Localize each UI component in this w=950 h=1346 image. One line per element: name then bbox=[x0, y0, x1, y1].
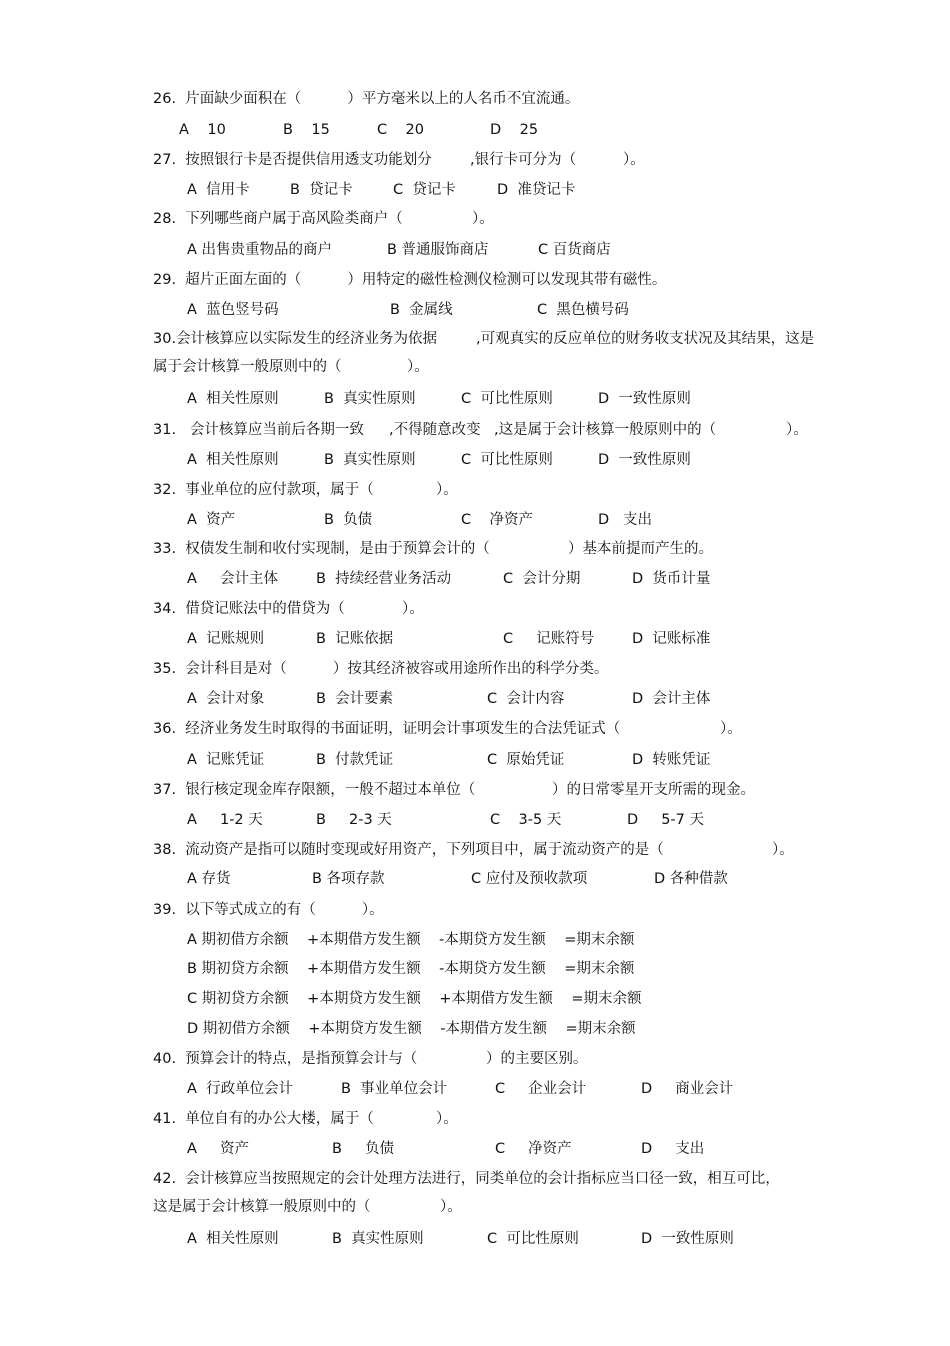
line-text: A 蓝色竖号码 bbox=[187, 302, 279, 318]
line-text: 35. 会计科目是对（ ）按其经济被容或用途所作出的科学分类。 bbox=[153, 661, 609, 677]
line-segment: C 贷记卡 bbox=[393, 182, 456, 198]
line-segment: B 事业单位会计 bbox=[341, 1081, 448, 1097]
text-line bbox=[0, 1078, 950, 1100]
line-text: 34. 借贷记账法中的借贷为（ bbox=[153, 601, 345, 617]
text-line bbox=[0, 688, 950, 710]
line-segment: C 3-5 天 bbox=[490, 812, 562, 828]
line-segment: D 货币计量 bbox=[632, 571, 711, 587]
line-text: B 期初贷方余额 +本期借方发生额 -本期贷方发生额 =期末余额 bbox=[187, 961, 635, 977]
line-text: 32. 事业单位的应付款项，属于（ bbox=[153, 482, 374, 498]
line-text: 31. 会计核算应当前后各期一致 bbox=[153, 422, 364, 438]
line-segment: D 支出 bbox=[598, 512, 652, 528]
text-line bbox=[0, 598, 950, 620]
line-segment: ）的主要区别。 bbox=[486, 1051, 588, 1067]
line-segment: B 会计要素 bbox=[316, 691, 394, 707]
text-line bbox=[0, 538, 950, 560]
text-line bbox=[0, 1018, 950, 1040]
line-segment: C 百货商店 bbox=[538, 242, 611, 258]
text-line bbox=[0, 119, 950, 141]
line-segment: ,银行卡可分为（ bbox=[470, 152, 577, 168]
text-line bbox=[0, 779, 950, 801]
line-segment: C 可比性原则 bbox=[487, 1231, 579, 1247]
line-segment: ）。 bbox=[436, 1111, 458, 1127]
line-text: 42. 会计核算应当按照规定的会计处理方法进行，同类单位的会计指标应当口径一致，相互可比， bbox=[153, 1171, 780, 1187]
line-segment: D 25 bbox=[490, 122, 539, 138]
line-text: C 期初贷方余额 +本期贷方发生额 +本期借方发生额 =期末余额 bbox=[187, 991, 642, 1007]
line-segment: C 可比性原则 bbox=[461, 452, 553, 468]
line-text: 38. 流动资产是指可以随时变现或好用资产，下列项目中，属于流动资产的是（ bbox=[153, 842, 664, 858]
line-text: A 相关性原则 bbox=[187, 1231, 279, 1247]
line-segment: B 普通服饰商店 bbox=[387, 242, 489, 258]
text-line bbox=[0, 839, 950, 861]
text-line bbox=[0, 449, 950, 471]
text-line bbox=[0, 149, 950, 171]
line-text: A 记账凭证 bbox=[187, 752, 265, 768]
text-line bbox=[0, 929, 950, 951]
line-segment: C 企业会计 bbox=[495, 1081, 587, 1097]
text-line bbox=[0, 1108, 950, 1130]
line-text: 属于会计核算一般原则中的（ bbox=[153, 359, 342, 375]
line-text: 29. 超片正面左面的（ ）用特定的磁性检测仪检测可以发现其带有磁性。 bbox=[153, 272, 667, 288]
line-text: 39. 以下等式成立的有（ ）。 bbox=[153, 902, 384, 918]
line-segment: D 支出 bbox=[641, 1141, 705, 1157]
line-segment: B 金属线 bbox=[390, 302, 453, 318]
line-segment: ）。 bbox=[772, 842, 794, 858]
text-line bbox=[0, 179, 950, 201]
line-text: A 10 bbox=[179, 122, 226, 138]
text-line bbox=[0, 479, 950, 501]
line-text: 这是属于会计核算一般原则中的（ bbox=[153, 1199, 371, 1215]
line-text: A 出售贵重物品的商户 bbox=[187, 242, 333, 258]
line-segment: B 贷记卡 bbox=[290, 182, 353, 198]
text-line bbox=[0, 356, 950, 378]
line-segment: ）。 bbox=[472, 211, 494, 227]
line-segment: B 真实性原则 bbox=[332, 1231, 424, 1247]
line-segment: C 黑色横号码 bbox=[537, 302, 629, 318]
line-text: 33. 权债发生制和收付实现制，是由于预算会计的（ bbox=[153, 541, 490, 557]
line-segment: B 真实性原则 bbox=[324, 391, 416, 407]
line-text: 40. 预算会计的特点，是指预算会计与（ bbox=[153, 1051, 418, 1067]
line-text: 27. 按照银行卡是否提供信用透支功能划分 bbox=[153, 152, 432, 168]
text-line bbox=[0, 1168, 950, 1190]
line-segment: B 2-3 天 bbox=[316, 812, 392, 828]
line-text: 30.会计核算应以实际发生的经济业务为依据 bbox=[153, 331, 438, 347]
line-segment: B 持续经营业务活动 bbox=[316, 571, 452, 587]
line-text: A 资产 bbox=[187, 512, 236, 528]
text-line bbox=[0, 328, 950, 350]
text-line bbox=[0, 658, 950, 680]
line-segment: D 转账凭证 bbox=[632, 752, 711, 768]
line-segment: ）基本前提而产生的。 bbox=[568, 541, 713, 557]
line-segment: ,这是属于会计核算一般原则中的（ bbox=[494, 422, 717, 438]
text-line bbox=[0, 1228, 950, 1250]
text-line bbox=[0, 239, 950, 261]
line-segment: ）。 bbox=[623, 152, 645, 168]
line-segment: D 商业会计 bbox=[641, 1081, 734, 1097]
line-segment: C 20 bbox=[377, 122, 425, 138]
line-segment: ）。 bbox=[720, 721, 742, 737]
line-segment: D 会计主体 bbox=[632, 691, 711, 707]
line-segment: D 5-7 天 bbox=[627, 812, 705, 828]
line-segment: ）。 bbox=[402, 601, 424, 617]
line-text: 37. 银行核定现金库存限额，一般不超过本单位（ bbox=[153, 782, 476, 798]
text-line bbox=[0, 809, 950, 831]
line-text: A 信用卡 bbox=[187, 182, 250, 198]
line-text: A 期初借方余额 +本期借方发生额 -本期贷方发生额 =期末余额 bbox=[187, 932, 635, 948]
line-segment: ）的日常零星开支所需的现金。 bbox=[552, 782, 755, 798]
line-text: A 会计对象 bbox=[187, 691, 265, 707]
text-line bbox=[0, 958, 950, 980]
line-text: A 行政单位会计 bbox=[187, 1081, 294, 1097]
text-line bbox=[0, 88, 950, 110]
line-segment: C 会计分期 bbox=[503, 571, 581, 587]
line-segment: ）。 bbox=[436, 482, 458, 498]
line-text: 36. 经济业务发生时取得的书面证明，证明会计事项发生的合法凭证式（ bbox=[153, 721, 621, 737]
line-segment: ）。 bbox=[440, 1199, 462, 1215]
line-segment: B 真实性原则 bbox=[324, 452, 416, 468]
line-segment: D 一致性原则 bbox=[641, 1231, 734, 1247]
line-segment: C 净资产 bbox=[495, 1141, 572, 1157]
line-text: A 相关性原则 bbox=[187, 391, 279, 407]
line-segment: ,不得随意改变 bbox=[389, 422, 481, 438]
line-text: A 1-2 天 bbox=[187, 812, 263, 828]
line-segment: B 付款凭证 bbox=[316, 752, 394, 768]
line-text: 41. 单位自有的办公大楼，属于（ bbox=[153, 1111, 374, 1127]
text-line bbox=[0, 988, 950, 1010]
text-line bbox=[0, 388, 950, 410]
line-segment: C 可比性原则 bbox=[461, 391, 553, 407]
line-text: A 记账规则 bbox=[187, 631, 265, 647]
text-line bbox=[0, 1048, 950, 1070]
text-line bbox=[0, 628, 950, 650]
line-segment: C 应付及预收款项 bbox=[471, 871, 588, 887]
line-text: 28. 下列哪些商户属于高风险类商户（ bbox=[153, 211, 403, 227]
line-segment: D 一致性原则 bbox=[598, 452, 691, 468]
text-line bbox=[0, 899, 950, 921]
line-segment: B 15 bbox=[283, 122, 330, 138]
text-line bbox=[0, 568, 950, 590]
line-segment: C 原始凭证 bbox=[487, 752, 565, 768]
text-line bbox=[0, 1138, 950, 1160]
line-segment: D 记账标准 bbox=[632, 631, 711, 647]
line-text: A 资产 bbox=[187, 1141, 249, 1157]
text-line bbox=[0, 718, 950, 740]
text-line bbox=[0, 419, 950, 441]
line-segment: C 记账符号 bbox=[503, 631, 595, 647]
text-line bbox=[0, 299, 950, 321]
line-segment: C 会计内容 bbox=[487, 691, 565, 707]
text-line bbox=[0, 509, 950, 531]
line-segment: B 负债 bbox=[332, 1141, 394, 1157]
text-line bbox=[0, 749, 950, 771]
line-segment: ）。 bbox=[407, 359, 429, 375]
line-text: D 期初借方余额 +本期贷方发生额 -本期借方发生额 =期末余额 bbox=[187, 1021, 636, 1037]
line-segment: B 各项存款 bbox=[312, 871, 385, 887]
line-segment: ）。 bbox=[786, 422, 808, 438]
line-text: A 存货 bbox=[187, 871, 231, 887]
line-segment: C 净资产 bbox=[461, 512, 534, 528]
text-line bbox=[0, 1196, 950, 1218]
line-segment: B 记账依据 bbox=[316, 631, 394, 647]
text-line bbox=[0, 868, 950, 890]
line-text: 26. 片面缺少面积在（ ）平方毫米以上的人名币不宜流通。 bbox=[153, 91, 580, 107]
line-segment: B 负债 bbox=[324, 512, 373, 528]
line-segment: ,可观真实的反应单位的财务收支状况及其结果，这是 bbox=[476, 331, 815, 347]
line-text: A 会计主体 bbox=[187, 571, 278, 587]
line-segment: D 准贷记卡 bbox=[497, 182, 576, 198]
line-segment: D 各种借款 bbox=[654, 871, 728, 887]
text-line bbox=[0, 208, 950, 230]
text-line bbox=[0, 269, 950, 291]
line-segment: D 一致性原则 bbox=[598, 391, 691, 407]
line-text: A 相关性原则 bbox=[187, 452, 279, 468]
